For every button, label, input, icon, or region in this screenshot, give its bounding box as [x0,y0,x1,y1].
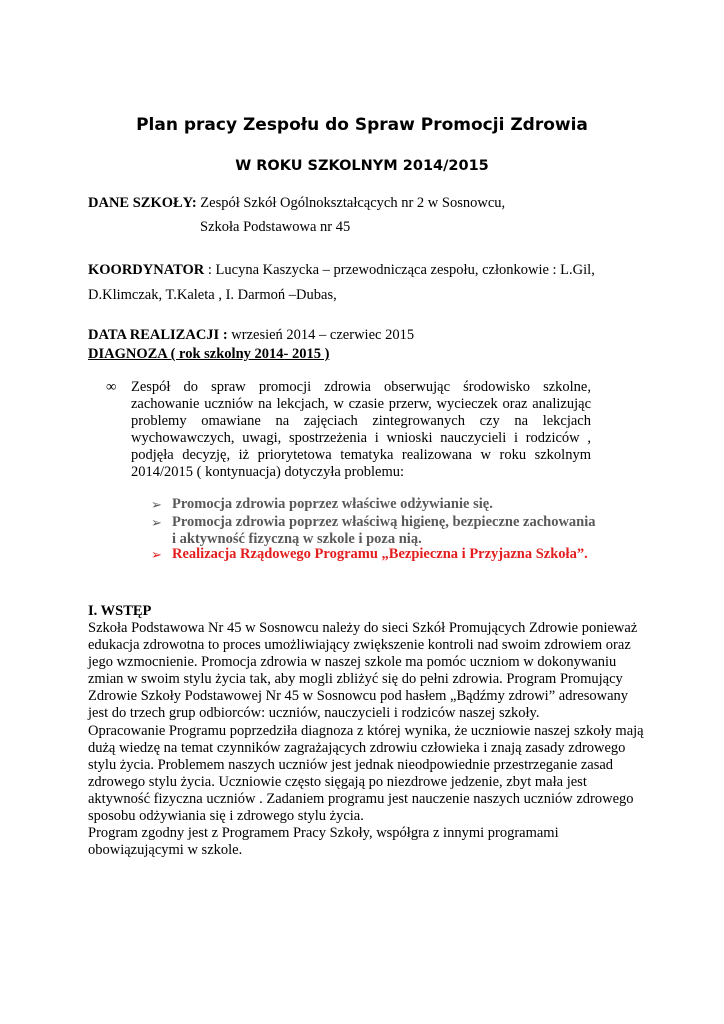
priority-item-hygiene-cont: i aktywność fizyczną w szkole i poza nią. [172,531,422,547]
arrow-bullet-icon: ➢ [151,547,162,562]
introduction-heading: I. WSTĘP [88,603,152,619]
priority-item-nutrition: Promocja zdrowia poprzez właściwe odżywianie się. [172,496,493,512]
introduction-paragraph: Opracowanie Programu poprzedziła diagnoza z której wynika, że uczniowie naszej szkoły mają dużą wiedzę na temat czynników zagrażających zdrowiu człowieka i znają zasady zdrowego stylu życia. Problemem naszych uczniów jest jednak nieodpowiednie przestrzeganie zasad zdrowego stylu życia. Uczniowie często sięgają po niezdrowe jedzenie, zbyt mała jest aktywność fizyczna uczniów . Zadaniem programu jest nauczenie naszych uczniów zdrowego sposobu odżywiania się i zdrowego stylu życia. [88,722,644,825]
infinity-bullet-icon: ∞ [106,379,117,395]
priority-item-hygiene: Promocja zdrowia poprzez właściwą higienę, bezpieczne zachowania [172,514,596,530]
priority-item-government-program: Realizacja Rządowego Programu „Bezpieczna i Przyjazna Szkoła”. [172,546,588,562]
diagnosis-heading: DIAGNOZA ( rok szkolny 2014- 2015 ) [88,346,330,362]
school-data-line [88,195,505,212]
arrow-bullet-icon: ➢ [151,515,162,530]
diagnosis-paragraph: Zespół do spraw promocji zdrowia obserwując środowisko szkolne, zachowanie uczniów na lekcjach, w czasie przerw, wycieczek oraz analizując problemy omawiane na zajęciach zintegrowanych czy na lekcjach wychowawczych, uwagi, spostrzeżenia i wnioski nauczycieli i rodziców , podjęła decyzję, iż priorytetowa tematyka realizowana w roku szkolnym 2014/2015 ( kontynuacja) dotyczyła problemu: [131,379,591,480]
introduction-paragraph: Szkoła Podstawowa Nr 45 w Sosnowcu należy do sieci Szkół Promujących Zdrowie ponieważ edukacja zdrowotna to proces umożliwiający zwiększenie kontroli nad swoim zdrowiem oraz jego wzmocnienie. Promocja zdrowia w naszej szkole ma pomóc uczniom w dokonywaniu zmian w swoim stylu życia tak, aby mogli zbliżyć się do pełni zdrowia. Program Promujący Zdrowie Szkoły Podstawowej Nr 45 w Sosnowcu pod hasłem „Bądźmy zdrowi” adresowany jest do trzech grup odbiorców: uczniów, nauczycieli i rodziców naszej szkoły. [88,620,638,722]
document-title: Plan pracy Zespołu do Spraw Promocji Zdrowia [136,115,588,135]
introduction-body [88,620,648,859]
arrow-bullet-icon: ➢ [151,497,162,512]
school-data-line-2: Szkoła Podstawowa nr 45 [200,219,351,235]
coordinator-value: : Lucyna Kaszycka – przewodnicząca zespołu, członkowie : L.Gil, [204,262,595,278]
realization-date-value: wrzesień 2014 – czerwiec 2015 [227,327,415,343]
realization-date-line [88,327,414,344]
school-data-value: Zespół Szkół Ogólnokształcących nr 2 w Sosnowcu, [196,195,506,211]
coordinator-label: KOORDYNATOR [88,262,205,278]
coordinator-line-2: D.Klimczak, T.Kaleta , I. Darmoń –Dubas, [88,287,337,303]
school-data-label: DANE SZKOŁY: [88,195,197,211]
realization-date-label: DATA REALIZACJI : [88,327,228,343]
coordinator-line [88,262,595,279]
document-subtitle: W ROKU SZKOLNYM 2014/2015 [235,158,489,174]
introduction-paragraph: Program zgodny jest z Programem Pracy Szkoły, współgra z innymi programami obowiązującymi w szkole. [88,825,559,859]
